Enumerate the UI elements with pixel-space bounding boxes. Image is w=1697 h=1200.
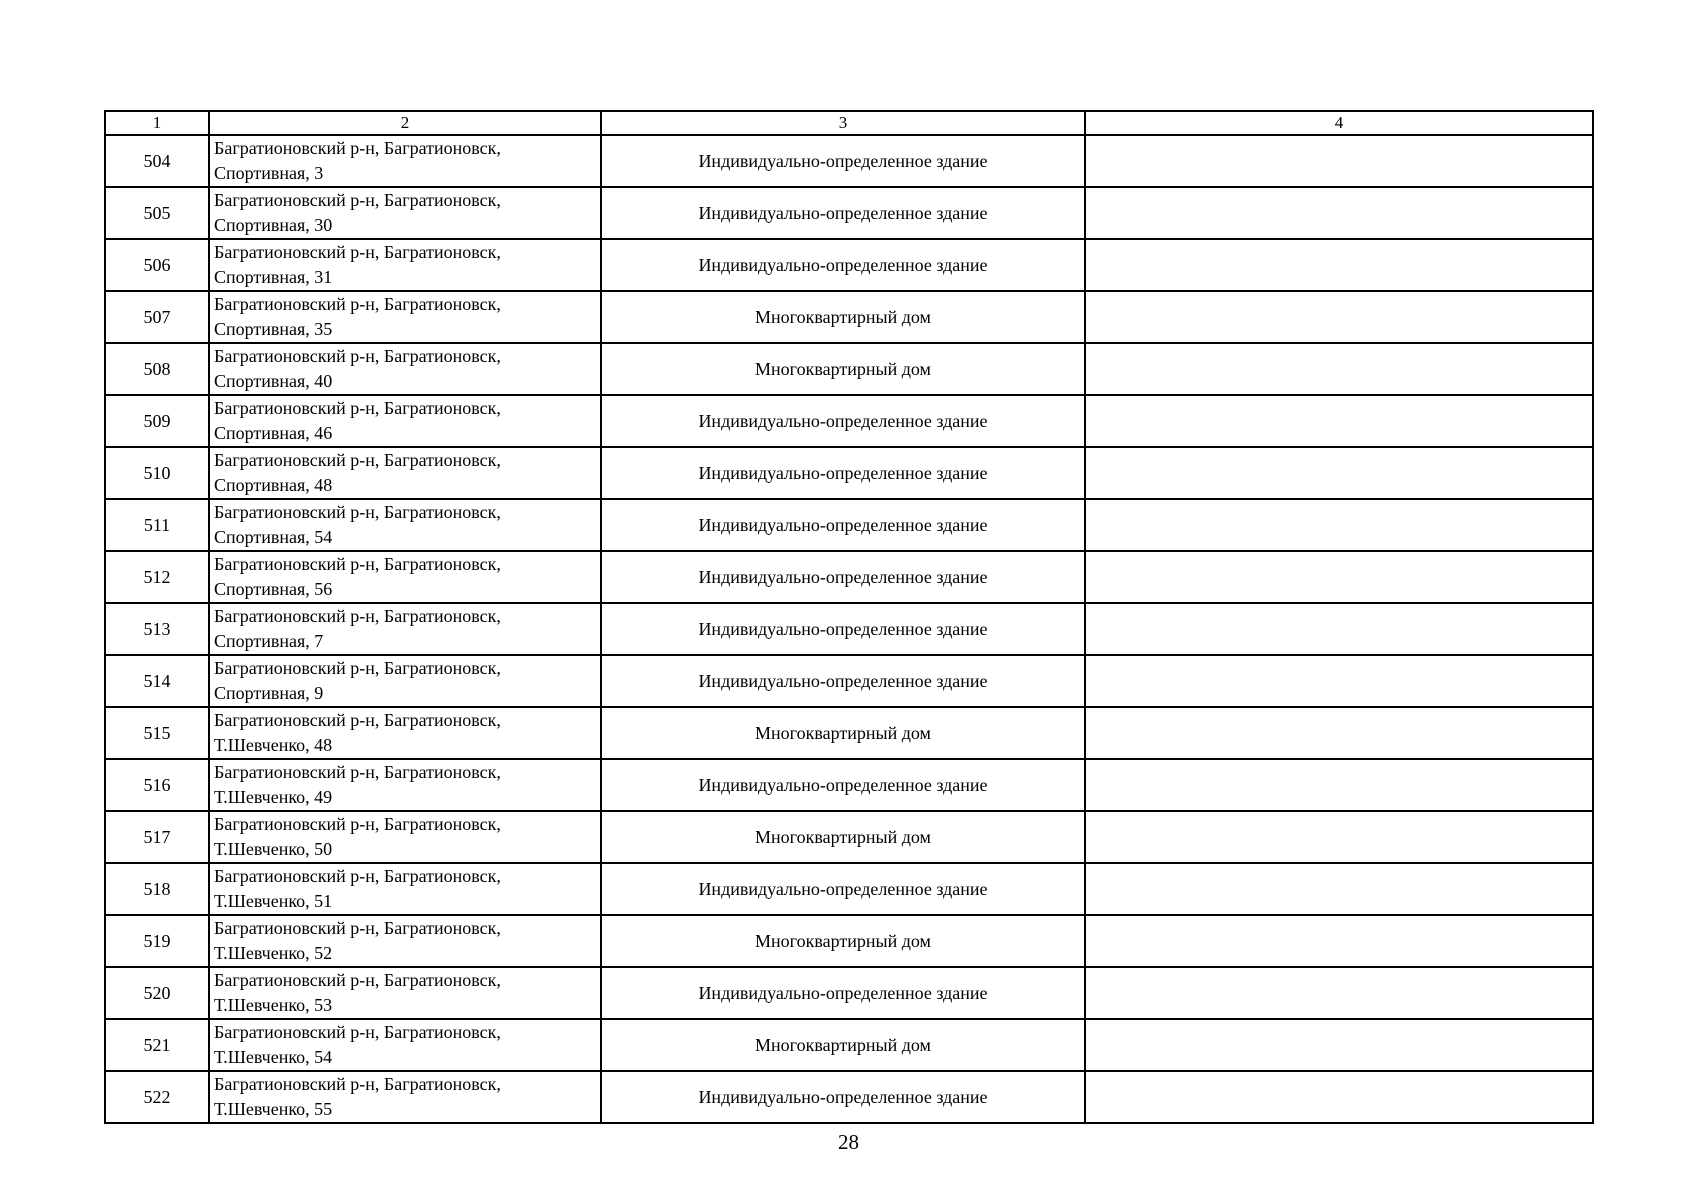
address-line-district: Багратионовский р-н, Багратионовск, <box>214 398 501 418</box>
table-row <box>105 291 1593 343</box>
table-row <box>105 811 1593 863</box>
address-cell <box>209 1071 601 1123</box>
table-row <box>105 707 1593 759</box>
address-line-district: Багратионовский р-н, Багратионовск, <box>214 1074 501 1094</box>
address-cell <box>209 811 601 863</box>
address-line-street: Спортивная, 40 <box>214 371 333 391</box>
buildings-table <box>104 110 1594 1124</box>
column-4-cell <box>1085 1071 1593 1123</box>
building-type-cell: Многоквартирный дом <box>601 915 1085 967</box>
table-row <box>105 863 1593 915</box>
row-number-cell: 519 <box>105 915 209 967</box>
table-row <box>105 759 1593 811</box>
address-line-street: Спортивная, 30 <box>214 215 333 235</box>
table-header-row <box>105 111 1593 135</box>
address-line-street: Спортивная, 7 <box>214 631 324 651</box>
address-line-street: Т.Шевченко, 49 <box>214 787 333 807</box>
building-type-cell: Многоквартирный дом <box>601 811 1085 863</box>
page-number: 28 <box>838 1130 859 1154</box>
address-line-district: Багратионовский р-н, Багратионовск, <box>214 294 501 314</box>
table-row <box>105 343 1593 395</box>
table-row <box>105 603 1593 655</box>
building-type-cell: Индивидуально-определенное здание <box>601 1071 1085 1123</box>
building-type-cell: Индивидуально-определенное здание <box>601 447 1085 499</box>
building-type-cell: Индивидуально-определенное здание <box>601 551 1085 603</box>
table-row <box>105 655 1593 707</box>
address-line-district: Багратионовский р-н, Багратионовск, <box>214 554 501 574</box>
address-cell <box>209 239 601 291</box>
building-type-cell: Индивидуально-определенное здание <box>601 603 1085 655</box>
table-row <box>105 1019 1593 1071</box>
address-line-district: Багратионовский р-н, Багратионовск, <box>214 918 501 938</box>
address-line-street: Т.Шевченко, 53 <box>214 995 333 1015</box>
table-row <box>105 447 1593 499</box>
column-4-cell <box>1085 967 1593 1019</box>
column-4-cell <box>1085 1019 1593 1071</box>
address-line-street: Спортивная, 31 <box>214 267 333 287</box>
building-type-cell: Индивидуально-определенное здание <box>601 135 1085 187</box>
address-line-street: Спортивная, 48 <box>214 475 333 495</box>
column-4-cell <box>1085 239 1593 291</box>
address-cell <box>209 499 601 551</box>
address-line-street: Т.Шевченко, 52 <box>214 943 333 963</box>
address-line-district: Багратионовский р-н, Багратионовск, <box>214 450 501 470</box>
column-4-cell <box>1085 603 1593 655</box>
row-number-cell: 507 <box>105 291 209 343</box>
row-number-cell: 520 <box>105 967 209 1019</box>
address-line-street: Т.Шевченко, 48 <box>214 735 333 755</box>
address-cell <box>209 863 601 915</box>
address-line-district: Багратионовский р-н, Багратионовск, <box>214 242 501 262</box>
column-4-cell <box>1085 759 1593 811</box>
row-number-cell: 514 <box>105 655 209 707</box>
column-4-cell <box>1085 707 1593 759</box>
address-line-district: Багратионовский р-н, Багратионовск, <box>214 1022 501 1042</box>
column-4-cell <box>1085 499 1593 551</box>
row-number-cell: 510 <box>105 447 209 499</box>
column-header-2: 2 <box>209 111 601 135</box>
column-4-cell <box>1085 135 1593 187</box>
address-cell <box>209 707 601 759</box>
row-number-cell: 516 <box>105 759 209 811</box>
row-number-cell: 509 <box>105 395 209 447</box>
address-line-street: Спортивная, 3 <box>214 163 324 183</box>
table-row <box>105 239 1593 291</box>
address-cell <box>209 447 601 499</box>
building-type-cell: Индивидуально-определенное здание <box>601 395 1085 447</box>
building-type-cell: Индивидуально-определенное здание <box>601 499 1085 551</box>
table-body <box>105 111 1593 1123</box>
row-number-cell: 515 <box>105 707 209 759</box>
column-4-cell <box>1085 551 1593 603</box>
address-line-street: Т.Шевченко, 54 <box>214 1047 333 1067</box>
table-row <box>105 187 1593 239</box>
table-row <box>105 915 1593 967</box>
table-row <box>105 499 1593 551</box>
row-number-cell: 512 <box>105 551 209 603</box>
address-line-district: Багратионовский р-н, Багратионовск, <box>214 866 501 886</box>
address-cell <box>209 395 601 447</box>
table-row <box>105 395 1593 447</box>
address-cell <box>209 967 601 1019</box>
column-4-cell <box>1085 655 1593 707</box>
building-type-cell: Многоквартирный дом <box>601 707 1085 759</box>
table-row <box>105 967 1593 1019</box>
row-number-cell: 518 <box>105 863 209 915</box>
building-type-cell: Индивидуально-определенное здание <box>601 967 1085 1019</box>
address-line-district: Багратионовский р-н, Багратионовск, <box>214 710 501 730</box>
row-number-cell: 511 <box>105 499 209 551</box>
address-cell <box>209 603 601 655</box>
address-line-street: Спортивная, 35 <box>214 319 333 339</box>
address-cell <box>209 135 601 187</box>
address-cell <box>209 291 601 343</box>
address-line-district: Багратионовский р-н, Багратионовск, <box>214 190 501 210</box>
address-cell <box>209 655 601 707</box>
address-cell <box>209 759 601 811</box>
address-line-district: Багратионовский р-н, Багратионовск, <box>214 346 501 366</box>
row-number-cell: 522 <box>105 1071 209 1123</box>
row-number-cell: 513 <box>105 603 209 655</box>
building-type-cell: Многоквартирный дом <box>601 343 1085 395</box>
address-cell <box>209 343 601 395</box>
address-cell <box>209 915 601 967</box>
column-header-4: 4 <box>1085 111 1593 135</box>
address-line-street: Т.Шевченко, 50 <box>214 839 333 859</box>
address-line-district: Багратионовский р-н, Багратионовск, <box>214 606 501 626</box>
table-row <box>105 551 1593 603</box>
building-type-cell: Многоквартирный дом <box>601 291 1085 343</box>
address-line-street: Т.Шевченко, 55 <box>214 1099 333 1119</box>
column-4-cell <box>1085 395 1593 447</box>
building-type-cell: Индивидуально-определенное здание <box>601 759 1085 811</box>
column-4-cell <box>1085 915 1593 967</box>
row-number-cell: 505 <box>105 187 209 239</box>
row-number-cell: 521 <box>105 1019 209 1071</box>
column-4-cell <box>1085 187 1593 239</box>
address-line-street: Спортивная, 46 <box>214 423 333 443</box>
row-number-cell: 506 <box>105 239 209 291</box>
building-type-cell: Индивидуально-определенное здание <box>601 655 1085 707</box>
row-number-cell: 504 <box>105 135 209 187</box>
column-4-cell <box>1085 863 1593 915</box>
address-cell <box>209 1019 601 1071</box>
address-line-district: Багратионовский р-н, Багратионовск, <box>214 814 501 834</box>
address-line-street: Спортивная, 54 <box>214 527 333 547</box>
building-type-cell: Многоквартирный дом <box>601 1019 1085 1071</box>
building-type-cell: Индивидуально-определенное здание <box>601 863 1085 915</box>
address-line-district: Багратионовский р-н, Багратионовск, <box>214 502 501 522</box>
column-4-cell <box>1085 447 1593 499</box>
table-row <box>105 1071 1593 1123</box>
address-line-street: Т.Шевченко, 51 <box>214 891 333 911</box>
column-4-cell <box>1085 811 1593 863</box>
address-line-district: Багратионовский р-н, Багратионовск, <box>214 138 501 158</box>
column-header-1: 1 <box>105 111 209 135</box>
address-line-district: Багратионовский р-н, Багратионовск, <box>214 970 501 990</box>
building-type-cell: Индивидуально-определенное здание <box>601 187 1085 239</box>
row-number-cell: 517 <box>105 811 209 863</box>
column-header-3: 3 <box>601 111 1085 135</box>
column-4-cell <box>1085 291 1593 343</box>
address-line-street: Спортивная, 56 <box>214 579 333 599</box>
address-cell <box>209 187 601 239</box>
table-row <box>105 135 1593 187</box>
address-line-street: Спортивная, 9 <box>214 683 324 703</box>
row-number-cell: 508 <box>105 343 209 395</box>
address-line-district: Багратионовский р-н, Багратионовск, <box>214 658 501 678</box>
building-type-cell: Индивидуально-определенное здание <box>601 239 1085 291</box>
address-line-district: Багратионовский р-н, Багратионовск, <box>214 762 501 782</box>
address-cell <box>209 551 601 603</box>
column-4-cell <box>1085 343 1593 395</box>
